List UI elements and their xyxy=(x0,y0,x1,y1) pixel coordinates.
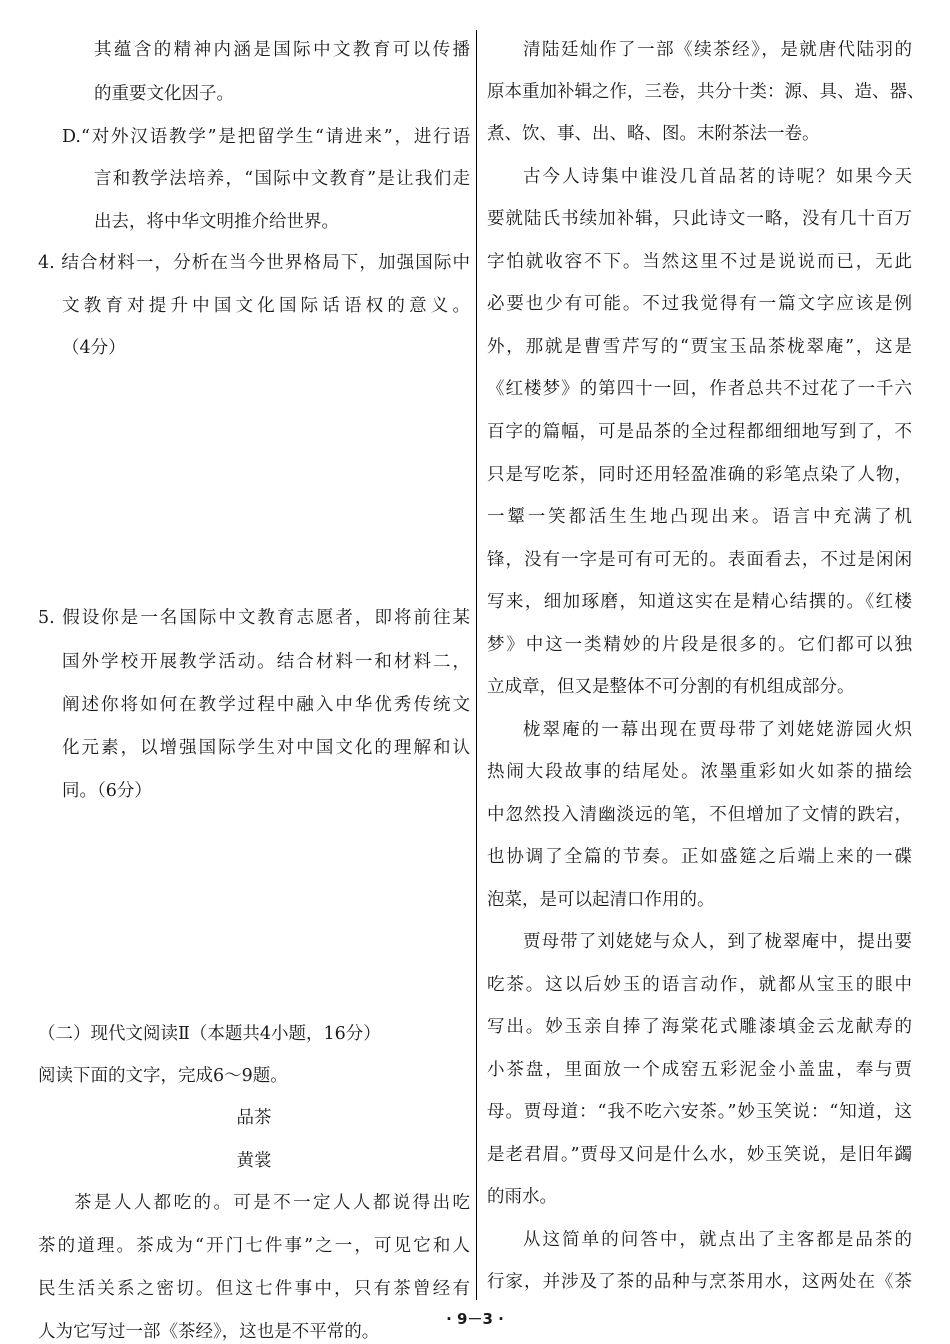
question-5-line: 阐述你将如何在教学过程中融入中华优秀传统文 xyxy=(62,695,470,715)
article-paragraph-line: 民生活关系之密切。但这七件事中，只有茶曾经有 xyxy=(38,1279,470,1299)
question-5-line: 同。（6分） xyxy=(62,781,152,801)
article-paragraph-line: 写出。妙玉亲自捧了海棠花式雕漆填金云龙献寿的 xyxy=(487,1017,912,1037)
article-paragraph-line: 立成章，但又是整体不可分割的有机组成部分。 xyxy=(487,677,855,697)
article-paragraph-line: 一颦一笑都活生生地凸现出来。语言中充满了机 xyxy=(487,507,912,527)
article-paragraph-line: 茶的道理。茶成为“开门七件事”之一，可见它和人 xyxy=(38,1236,470,1256)
article-paragraph-line: 外，那就是曹雪芹写的“贾宝玉品茶栊翠庵”，这是 xyxy=(487,337,912,357)
article-paragraph-line: 是老君眉。”贾母又问是什么水，妙玉笑说，是旧年蠲 xyxy=(487,1145,912,1165)
article-paragraph-line: 要就陆氏书续加补辑，只此诗文一略，没有几十百万 xyxy=(487,209,912,229)
article-paragraph-line: 古今人诗集中谁没几首品茗的诗呢？如果今天 xyxy=(523,167,912,187)
article-author: 黄裳 xyxy=(236,1151,272,1171)
article-paragraph-line: 母。贾母道：“我不吃六安茶。”妙玉笑说：“知道，这 xyxy=(487,1102,912,1122)
article-paragraph-line: 贾母带了刘姥姥与众人，到了栊翠庵中，提出要 xyxy=(523,932,912,952)
column-divider xyxy=(476,30,477,1300)
page-number: · 9－3 · xyxy=(446,1310,504,1328)
option-d-line: 出去，将中华文明推介给世界。 xyxy=(94,212,339,232)
article-paragraph-line: 只是写吃茶，同时还用轻盈准确的彩笔点染了人物， xyxy=(487,465,912,485)
article-paragraph-line: 泡菜，是可以起清口作用的。 xyxy=(487,890,715,910)
article-paragraph-line: 吃茶。这以后妙玉的语言动作，就都从宝玉的眼中 xyxy=(487,975,912,995)
option-d-line: 言和教学法培养，“国际中文教育”是让我们走 xyxy=(94,169,470,189)
article-paragraph-line: 的雨水。 xyxy=(487,1187,557,1207)
option-c-continued-line: 的重要文化因子。 xyxy=(94,84,234,104)
article-paragraph-line: 人为它写过一部《茶经》，这也是不平常的。 xyxy=(38,1322,380,1342)
article-paragraph-line: 《红楼梦》的第四十一回，作者总共不过花了一千六 xyxy=(487,379,912,399)
question-5-line: 化元素，以增强国际学生对中国文化的理解和认 xyxy=(62,738,470,758)
article-paragraph-line: 锋，没有一字是可有可无的。表面看去，不过是闲闲 xyxy=(487,550,912,570)
article-paragraph-line: 小茶盘，里面放一个成窑五彩泥金小盖盅，奉与贾 xyxy=(487,1060,912,1080)
reading-instruction: 阅读下面的文字，完成6～9题。 xyxy=(38,1066,288,1086)
article-paragraph-line: 梦》中这一类精妙的片段是很多的。它们都可以独 xyxy=(487,635,912,655)
question-5-line: 5. 假设你是一名国际中文教育志愿者，即将前往某 xyxy=(38,608,470,628)
article-paragraph-line: 写来，细加琢磨，知道这实在是精心结撰的。《红楼 xyxy=(487,592,912,612)
question-4-score: （4分） xyxy=(62,338,126,358)
question-4-line: 文教育对提升中国文化国际话语权的意义。 xyxy=(62,296,470,316)
question-5-line: 国外学校开展教学活动。结合材料一和材料二， xyxy=(62,652,470,672)
article-paragraph-line: 热闹大段故事的结尾处。浓墨重彩如火如荼的描绘 xyxy=(487,762,912,782)
article-paragraph-line: 茶是人人都吃的。可是不一定人人都说得出吃 xyxy=(74,1193,470,1213)
article-paragraph-line: 百字的篇幅，可是品茶的全过程都细细地写到了，不 xyxy=(487,422,912,442)
article-paragraph-line: 行家，并涉及了茶的品种与烹茶用水，这两处在《茶 xyxy=(487,1272,912,1292)
article-paragraph-line: 中忽然投入清幽淡远的笔，不但增加了文情的跌宕， xyxy=(487,805,912,825)
article-title: 品茶 xyxy=(236,1108,272,1128)
article-paragraph-line: 煮、饮、事、出、略、图。末附茶法一卷。 xyxy=(487,124,820,144)
article-paragraph-line: 栊翠庵的一幕出现在贾母带了刘姥姥游园火炽 xyxy=(523,720,912,740)
section-heading: （二）现代文阅读Ⅱ（本题共4小题，16分） xyxy=(38,1024,381,1044)
article-paragraph-line: 原本重加补辑之作，三卷，共分十类：源、具、造、器、 xyxy=(487,82,925,102)
option-c-continued-line: 其蕴含的精神内涵是国际中文教育可以传播 xyxy=(94,40,470,60)
option-d-line: D.“对外汉语教学”是把留学生“请进来”，进行语 xyxy=(62,127,470,147)
article-paragraph-line: 必要也少有可能。不过我觉得有一篇文字应该是例 xyxy=(487,294,912,314)
question-4-line: 4. 结合材料一，分析在当今世界格局下，加强国际中 xyxy=(38,253,470,273)
article-paragraph-line: 也协调了全篇的节奏。正如盛筵之后端上来的一碟 xyxy=(487,847,912,867)
article-paragraph-line: 从这简单的问答中，就点出了主客都是品茶的 xyxy=(523,1230,912,1250)
article-paragraph-line: 字怕就收容不下。当然这里不过是说说而已，无此 xyxy=(487,252,912,272)
article-paragraph-line: 清陆廷灿作了一部《续茶经》，是就唐代陆羽的 xyxy=(523,40,912,60)
